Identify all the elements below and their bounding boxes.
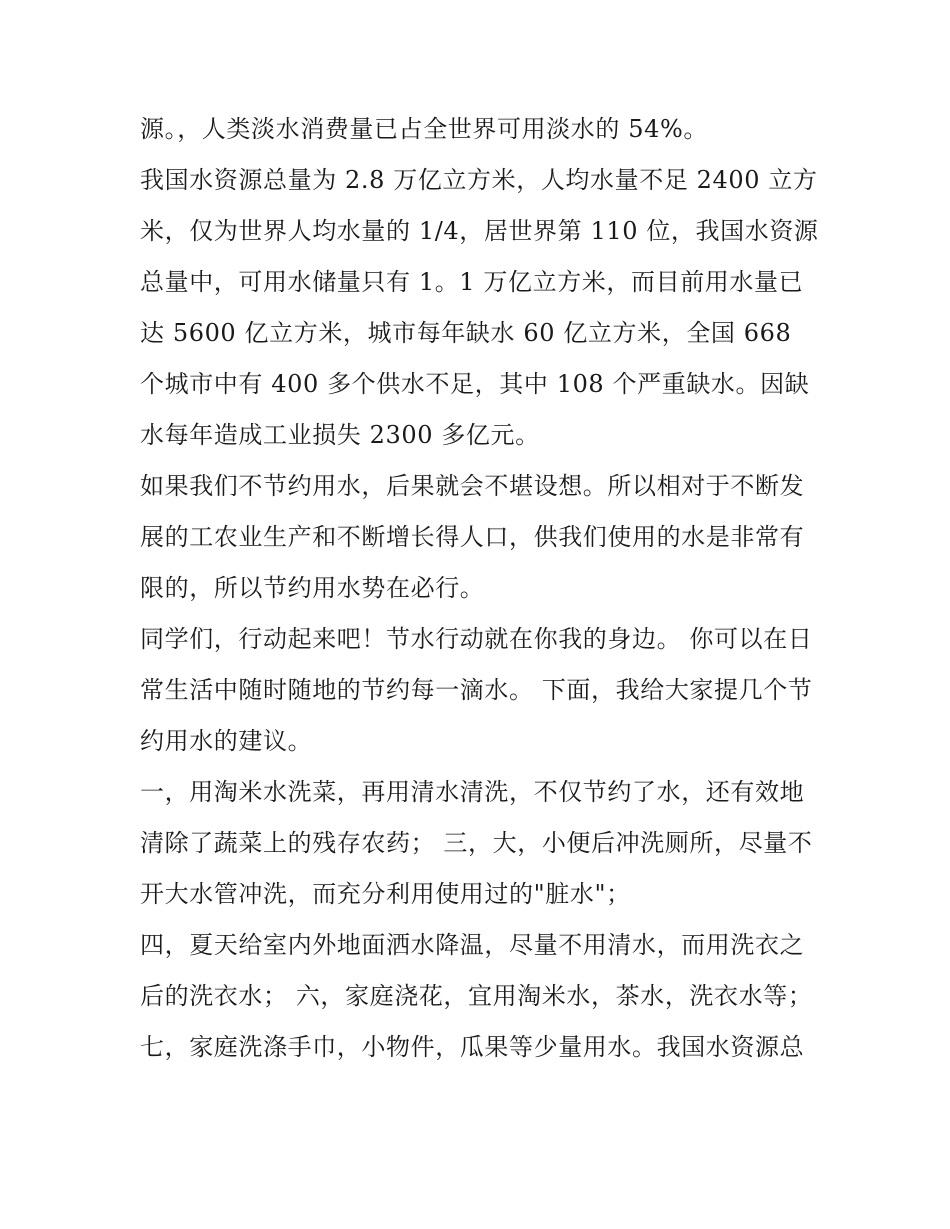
paragraph-5: 一，用淘米水洗菜，再用清水清洗，不仅节约了水，还有效地清除了蔬菜上的残存农药； 三，大，小便后冲洗厕所，尽量不开大水管冲洗，而充分利用使用过的"脏水"；	[140, 778, 813, 908]
paragraph-2: 我国水资源总量为 2.8 万亿立方米，人均水量不足 2400 立方米，仅为世界人均水量的 1/4，居世界第 110 位，我国水资源总量中，可用水储量只有 1。1 万亿立方米，而目前用水量已达 5600 亿立方米，城市每年缺水 60 亿立方米，全国 668 个城市中有 400 多个供水不足，其中 108 个严重缺水。因缺水每年造成工业损失 2300 多亿元。	[140, 166, 819, 449]
paragraph-3: 如果我们不节约用水，后果就会不堪设想。所以相对于不断发展的工农业生产和不断增长得人口，供我们使用的水是非常有限的，所以节约用水势在必行。	[140, 472, 805, 602]
paragraph-7: 七，家庭洗涤手巾，小物件，瓜果等少量用水。我国水资源总	[140, 1033, 805, 1061]
document-body	[140, 104, 820, 1073]
paragraph-6: 四，夏天给室内外地面洒水降温，尽量不用清水，而用洗衣之后的洗衣水； 六，家庭浇花，宜用淘米水，茶水，洗衣水等；	[140, 931, 813, 1010]
paragraph-1: 源。，人类淡水消费量已占全世界可用淡水的 54%。	[140, 115, 708, 143]
paragraph-4: 同学们，行动起来吧！节水行动就在你我的身边。 你可以在日常生活中随时随地的节约每一滴水。 下面，我给大家提几个节约用水的建议。	[140, 625, 813, 755]
